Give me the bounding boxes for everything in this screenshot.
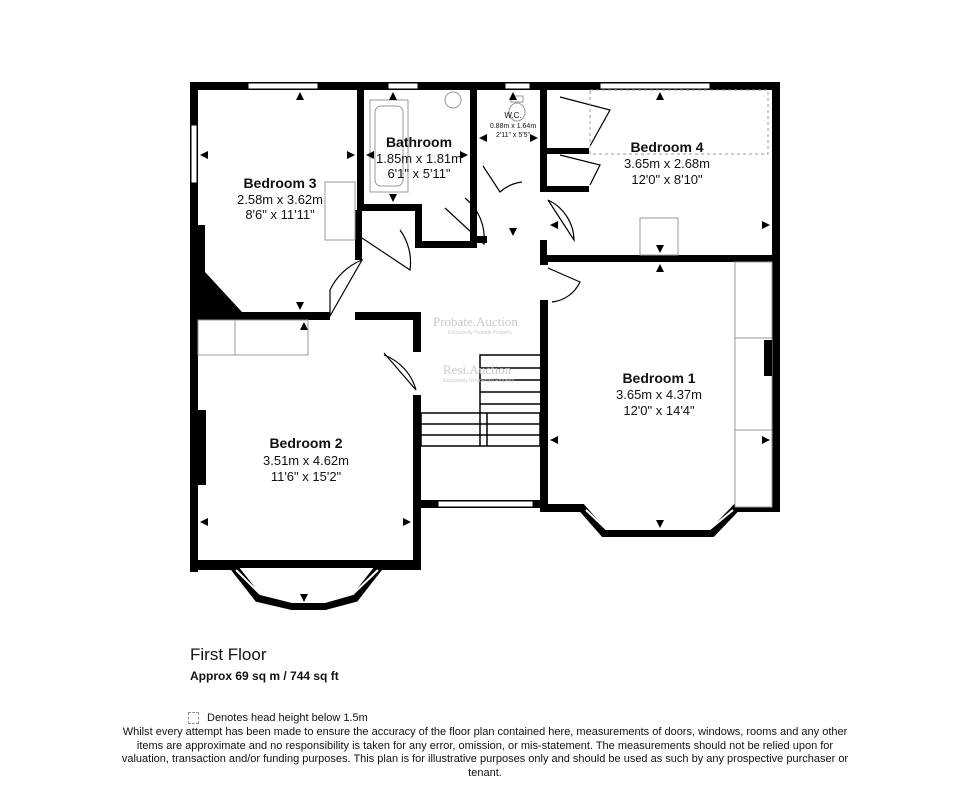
wc-metric: 0.88m x 1.64m (489, 123, 537, 130)
room-label-wc (490, 111, 536, 139)
floor-area: Approx 69 sq m / 744 sq ft (190, 669, 339, 683)
bedroom-1-name: Bedroom 1 (622, 370, 696, 386)
fireplace-bedroom-1 (764, 340, 772, 376)
bathroom-imperial: 6'1" x 5'11" (387, 166, 451, 181)
chimney-breast (198, 225, 242, 312)
bedroom-2-metric: 3.51m x 4.62m (263, 453, 349, 468)
head-height-swatch (188, 712, 199, 724)
bedroom-4-metric: 3.65m x 2.68m (624, 156, 710, 171)
bedroom-4-imperial: 12'0" x 8'10" (631, 172, 703, 187)
bedroom-3-metric: 2.58m x 3.62m (237, 192, 323, 207)
bathroom-metric: 1.85m x 1.81m (376, 151, 462, 166)
legend (188, 712, 368, 724)
fireplace-bedroom-2 (198, 410, 206, 485)
bedroom-2-name: Bedroom 2 (269, 435, 343, 451)
floor-title: First Floor (190, 645, 267, 664)
watermark-secondary: Resi.Auction (443, 362, 512, 377)
wc-name: W.C. (504, 111, 522, 120)
room-label-bathroom (376, 134, 462, 181)
bedroom-1-imperial: 12'0" x 14'4" (623, 403, 695, 418)
room-label-bedroom-2 (263, 435, 349, 484)
watermark-secondary-tag: Exclusively Residential Property (443, 378, 515, 384)
room-label-bedroom-1 (616, 370, 702, 418)
room-label-bedroom-3 (237, 175, 323, 222)
bay-window-bedroom-2 (190, 560, 421, 606)
wc-imperial: 2'11" x 5'5" (496, 132, 530, 139)
disclaimer: Whilst every attempt has been made to ensure the accuracy of the floor plan contained here, measurements of doors, windows, rooms and any other items are approximate and no responsibility is taken for any error, omission, or mis-statement. The measurements should not be relied upon for valuation, transaction and/or funding purposes. This plan is for illustrative purposes only and should be used as such by any prospective purchaser or tenant. (121, 726, 849, 779)
bedroom-3-name: Bedroom 3 (243, 175, 317, 191)
watermark-primary: Probate.Auction (433, 314, 518, 329)
room-label-bedroom-4 (624, 139, 710, 187)
legend-label: Denotes head height below 1.5m (207, 712, 368, 724)
bedroom-4-name: Bedroom 4 (630, 139, 704, 155)
bathroom-name: Bathroom (385, 134, 453, 150)
bedroom-2-imperial: 11'6" x 15'2" (270, 469, 342, 484)
bedroom-1-metric: 3.65m x 4.37m (616, 387, 702, 402)
bedroom-3-imperial: 8'6" x 11'11" (245, 207, 315, 222)
watermark-primary-tag: Exclusively Probate Property (448, 330, 512, 336)
